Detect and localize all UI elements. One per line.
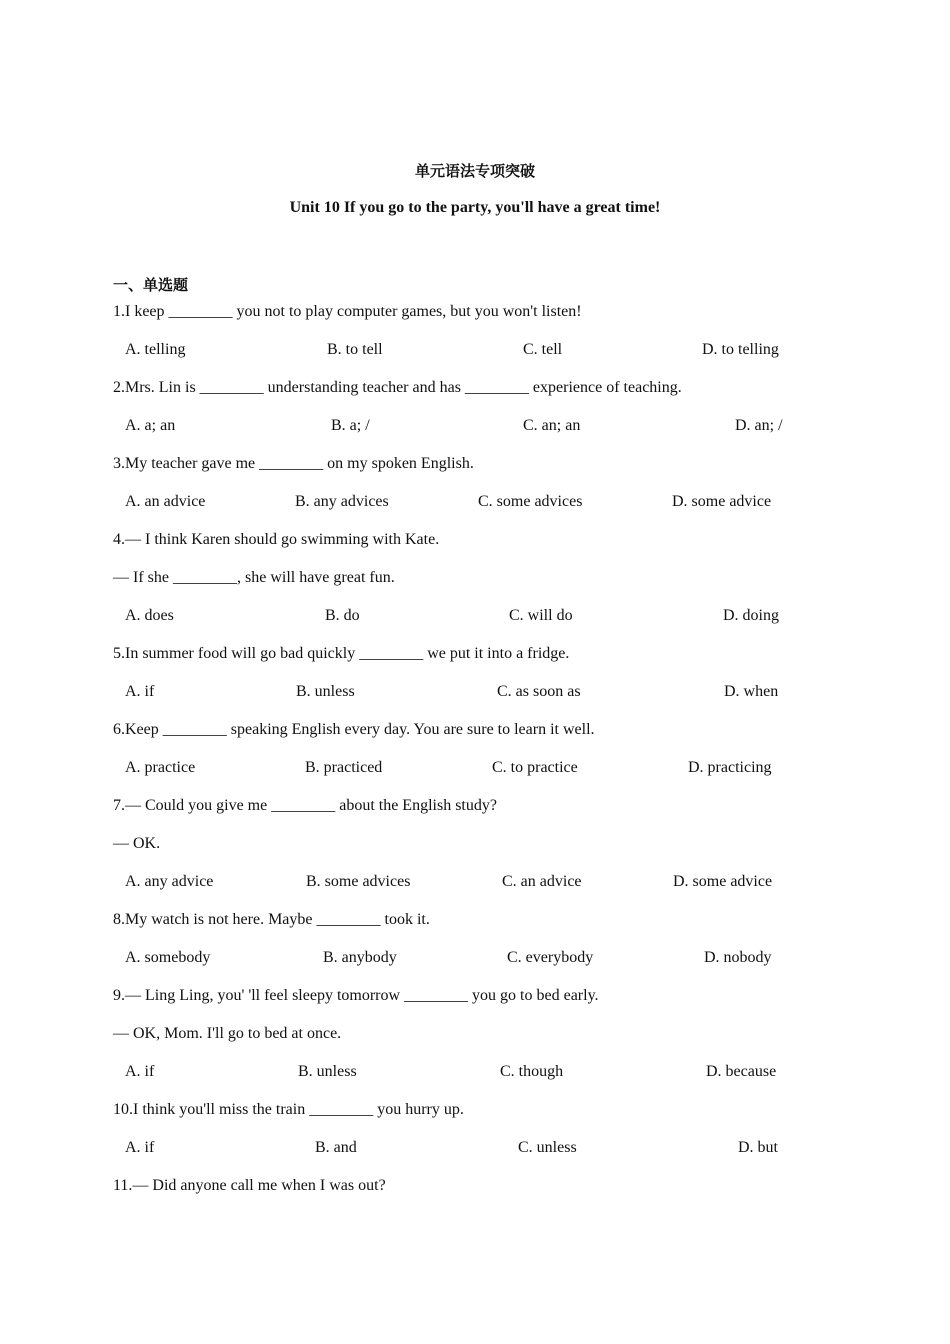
question-11-text: 11.— Did anyone call me when I was out?: [113, 1177, 386, 1194]
question-6-option-c[interactable]: C. to practice: [492, 759, 578, 776]
question-8-option-d[interactable]: D. nobody: [704, 949, 772, 966]
question-8-option-a[interactable]: A. somebody: [125, 949, 211, 966]
question-9-option-d[interactable]: D. because: [706, 1063, 777, 1080]
question-4-option-b[interactable]: B. do: [325, 607, 360, 624]
question-5-text: 5.In summer food will go bad quickly ________ we put it into a fridge.: [113, 645, 570, 662]
question-1-option-c[interactable]: C. tell: [523, 341, 563, 358]
question-10-text: 10.I think you'll miss the train ________ you hurry up.: [113, 1101, 464, 1118]
question-10-option-b[interactable]: B. and: [315, 1139, 357, 1156]
question-1-option-b[interactable]: B. to tell: [327, 341, 383, 358]
question-9-option-a[interactable]: A. if: [125, 1063, 155, 1080]
question-2-option-d[interactable]: D. an; /: [735, 417, 783, 434]
question-7-text: — OK.: [113, 835, 161, 852]
question-4-text: — If she ________, she will have great fun.: [113, 569, 395, 586]
question-9-option-c[interactable]: C. though: [500, 1063, 564, 1080]
question-1-option-d[interactable]: D. to telling: [702, 341, 779, 358]
question-5-option-b[interactable]: B. unless: [296, 683, 355, 700]
page-title-cn: 单元语法专项突破: [414, 162, 535, 180]
question-2-option-c[interactable]: C. an; an: [523, 417, 581, 434]
question-7-option-d[interactable]: D. some advice: [673, 873, 773, 890]
question-10-option-d[interactable]: D. but: [738, 1139, 778, 1156]
question-9-text: — OK, Mom. I'll go to bed at once.: [113, 1025, 342, 1042]
question-1-text: 1.I keep ________ you not to play computer games, but you won't listen!: [113, 303, 582, 320]
question-5-option-a[interactable]: A. if: [125, 683, 155, 700]
question-4-option-d[interactable]: D. doing: [723, 607, 779, 624]
question-3-text: 3.My teacher gave me ________ on my spoken English.: [113, 455, 474, 472]
question-1-option-a[interactable]: A. telling: [125, 341, 186, 358]
question-5-option-d[interactable]: D. when: [724, 683, 779, 700]
question-7-text: 7.— Could you give me ________ about the English study?: [113, 797, 497, 814]
question-3-option-b[interactable]: B. any advices: [295, 493, 389, 510]
question-6-option-a[interactable]: A. practice: [125, 759, 196, 776]
question-9-option-b[interactable]: B. unless: [298, 1063, 357, 1080]
question-6-option-d[interactable]: D. practicing: [688, 759, 772, 776]
question-5-option-c[interactable]: C. as soon as: [497, 683, 581, 700]
question-7-option-a[interactable]: A. any advice: [125, 873, 214, 890]
question-2-option-b[interactable]: B. a; /: [331, 417, 370, 434]
question-8-text: 8.My watch is not here. Maybe ________ took it.: [113, 911, 430, 928]
question-7-option-c[interactable]: C. an advice: [502, 873, 582, 890]
question-7-option-b[interactable]: B. some advices: [306, 873, 411, 890]
question-3-option-a[interactable]: A. an advice: [125, 493, 206, 510]
question-10-option-c[interactable]: C. unless: [518, 1139, 577, 1156]
question-3-option-d[interactable]: D. some advice: [672, 493, 772, 510]
question-6-text: 6.Keep ________ speaking English every day. You are sure to learn it well.: [113, 721, 595, 738]
question-4-option-c[interactable]: C. will do: [509, 607, 573, 624]
question-2-text: 2.Mrs. Lin is ________ understanding teacher and has ________ experience of teaching.: [113, 379, 682, 396]
question-4-option-a[interactable]: A. does: [125, 607, 174, 624]
question-6-option-b[interactable]: B. practiced: [305, 759, 383, 776]
question-8-option-c[interactable]: C. everybody: [507, 949, 594, 966]
question-2-option-a[interactable]: A. a; an: [125, 417, 176, 434]
question-4-text: 4.— I think Karen should go swimming with Kate.: [113, 531, 440, 548]
unit-title: Unit 10 If you go to the party, you'll have a great time!: [289, 199, 661, 216]
question-3-option-c[interactable]: C. some advices: [478, 493, 583, 510]
section-heading: 一、单选题: [113, 276, 189, 294]
question-10-option-a[interactable]: A. if: [125, 1139, 155, 1156]
question-8-option-b[interactable]: B. anybody: [323, 949, 397, 966]
question-9-text: 9.— Ling Ling, you' 'll feel sleepy tomorrow ________ you go to bed early.: [113, 987, 599, 1004]
